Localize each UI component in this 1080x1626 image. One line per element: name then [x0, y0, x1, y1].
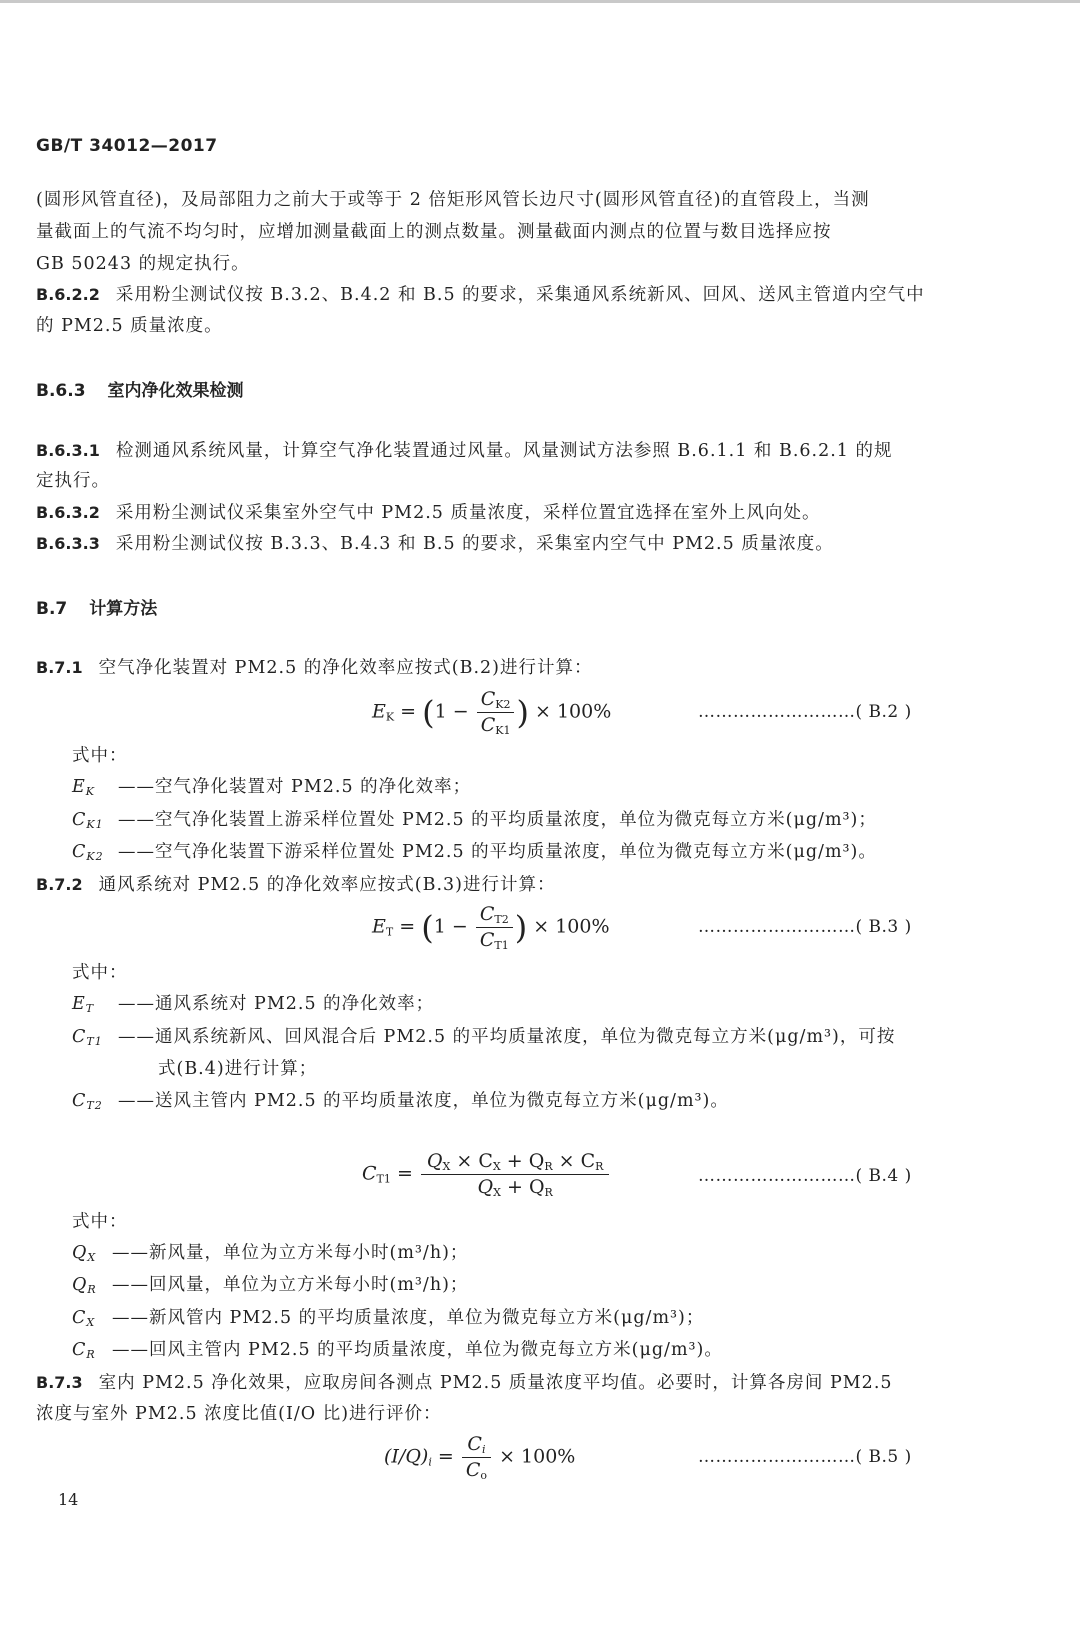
def-text: ——空气净化装置对 PM2.5 的净化效率； [118, 777, 472, 797]
definition-item [72, 1269, 468, 1306]
fraction [477, 688, 515, 737]
formula-b2 [372, 688, 611, 737]
clause-b73 [36, 1366, 893, 1400]
right-paren: ) [516, 693, 529, 732]
section-title: 室内净化效果检测 [107, 381, 244, 401]
def-text: ——空气净化装置上游采样位置处 PM2.5 的平均质量浓度，单位为微克每立方米(μg/m³)； [118, 810, 877, 830]
formula-symbol: E [372, 915, 386, 938]
numerator [476, 903, 513, 928]
formula-term: × C [558, 1150, 596, 1172]
formula-subscript: X [492, 1160, 501, 1173]
formula-term: × 100% [499, 1445, 576, 1468]
left-paren: ( [422, 693, 435, 732]
fraction [476, 903, 513, 952]
def-symbol-main: C [72, 1027, 87, 1047]
numerator [421, 1150, 610, 1175]
formula-subscript: R [544, 1160, 553, 1173]
def-symbol-main: C [72, 842, 87, 862]
clause-b71 [36, 651, 593, 685]
denominator [476, 928, 513, 952]
def-symbol-sub: T1 [86, 1035, 103, 1048]
def-text: ——新风量，单位为立方米每小时(m³/h)； [112, 1243, 469, 1263]
equals-sign: = [399, 915, 416, 938]
clause-text: 通风系统对 PM2.5 的净化效率应按式(B.3)进行计算： [98, 875, 556, 895]
formula-b4 [362, 1150, 611, 1199]
formula-b5 [384, 1433, 575, 1482]
def-text: ——通风系统新风、回风混合后 PM2.5 的平均质量浓度，单位为微克每立方米(μg/m³)，可按 [118, 1027, 896, 1047]
formula-subscript: T [385, 925, 394, 939]
paragraph-line: GB 50243 的规定执行。 [36, 254, 250, 274]
formula-subscript: i [481, 1443, 486, 1456]
formula-term: × C [456, 1150, 493, 1172]
def-text: ——通风系统对 PM2.5 的净化效率； [118, 994, 435, 1014]
paragraph-line: 定执行。 [36, 471, 110, 491]
formula-term: × 100% [535, 700, 612, 723]
denominator [477, 713, 515, 737]
clause-number: B.7.1 [36, 658, 83, 677]
formula-symbol: C [465, 1459, 481, 1481]
formula-symbol: E [372, 700, 386, 723]
formula-symbol: C [479, 903, 495, 925]
clause-text: 采用粉尘测试仪采集室外空气中 PM2.5 质量浓度，采样位置宜选择在室外上风向处。 [115, 503, 821, 523]
where-label: 式中： [72, 746, 128, 766]
formula-subscript: T1 [494, 939, 509, 952]
formula-b3 [372, 903, 610, 952]
def-text: ——回风量，单位为立方米每小时(m³/h)； [112, 1275, 469, 1295]
def-symbol-sub: T2 [86, 1099, 103, 1112]
formula-symbol: C [480, 714, 496, 736]
formula-subscript: K2 [495, 698, 511, 711]
def-symbol-sub: R [87, 1283, 97, 1296]
def-symbol-sub: K2 [86, 850, 104, 863]
def-symbol-main: Q [72, 1243, 88, 1263]
def-symbol [72, 771, 118, 808]
def-symbol-main: C [72, 1340, 87, 1360]
formula-term: × 100% [533, 915, 610, 938]
def-symbol-main: C [72, 1308, 87, 1328]
section-heading-b7 [36, 594, 157, 619]
def-symbol-main: E [72, 994, 86, 1014]
def-symbol-sub: X [86, 1316, 96, 1329]
def-symbol-sub: K1 [86, 818, 104, 831]
left-paren: ( [421, 908, 434, 947]
paragraph-line: 的 PM2.5 质量浓度。 [36, 316, 223, 336]
standard-code: GB/T 34012—2017 [36, 136, 218, 156]
formula-subscript: R [544, 1186, 553, 1199]
equals-sign: = [396, 1162, 413, 1185]
def-text: ——新风管内 PM2.5 的平均质量浓度，单位为微克每立方米(μg/m³)； [112, 1308, 705, 1328]
clause-text: 采用粉尘测试仪按 B.3.2、B.4.2 和 B.5 的要求，采集通风系统新风、回风、送风主管道内空气中 [115, 285, 925, 305]
numerator [477, 688, 515, 713]
clause-b633 [36, 527, 834, 561]
clause-b72 [36, 868, 556, 902]
formula-subscript: X [493, 1186, 501, 1199]
formula-subscript: R [595, 1160, 604, 1173]
formula-symbol: Q [477, 1176, 494, 1198]
def-symbol [72, 988, 118, 1025]
definition-item [72, 1053, 317, 1086]
def-text: ——送风主管内 PM2.5 的平均质量浓度，单位为微克每立方米(μg/m³)。 [118, 1091, 729, 1111]
def-symbol-sub: K [85, 785, 95, 798]
section-title: 计算方法 [89, 599, 158, 619]
formula-term: + Q [506, 1150, 545, 1172]
denominator [421, 1175, 610, 1199]
paragraph-line: 浓度与室外 PM2.5 浓度比值(I/O 比)进行评价： [36, 1404, 442, 1424]
formula-symbol: C [362, 1162, 377, 1185]
clause-b631 [36, 434, 892, 468]
def-symbol-main: E [72, 777, 86, 797]
clause-number: B.6.3.2 [36, 503, 100, 522]
definition-item [72, 771, 471, 808]
clause-b622 [36, 278, 925, 312]
denominator [462, 1458, 491, 1482]
where-label: 式中： [72, 963, 128, 983]
equation-number: ………………………( B.5 ) [698, 1447, 912, 1467]
def-text: ——空气净化装置下游采样位置处 PM2.5 的平均质量浓度，单位为微克每立方米(μg/m³)。 [118, 842, 877, 862]
top-rule [0, 0, 1080, 3]
clause-number: B.7.3 [36, 1373, 83, 1392]
formula-subscript: i [428, 1455, 432, 1469]
where-label: 式中： [72, 1212, 128, 1232]
section-number: B.6.3 [36, 381, 86, 401]
def-text: ——回风主管内 PM2.5 的平均质量浓度，单位为微克每立方米(μg/m³)。 [112, 1340, 723, 1360]
formula-subscript: X [442, 1160, 451, 1173]
def-symbol-sub: R [86, 1348, 96, 1361]
clause-text: 采用粉尘测试仪按 B.3.3、B.4.3 和 B.5 的要求，采集室内空气中 PM2.5 质量浓度。 [115, 534, 834, 554]
def-symbol-sub: X [87, 1251, 97, 1264]
formula-subscript: o [480, 1469, 488, 1482]
clause-number: B.6.3.3 [36, 534, 100, 553]
clause-number: B.6.2.2 [36, 285, 100, 304]
formula-term: 1 − [434, 700, 469, 723]
formula-term: 1 − [433, 915, 468, 938]
fraction [421, 1150, 610, 1199]
numerator [462, 1433, 491, 1458]
equals-sign: = [437, 1445, 454, 1468]
def-text: 式(B.4)进行计算； [158, 1059, 318, 1079]
page-number: 14 [58, 1490, 79, 1509]
formula-symbol: C [480, 688, 496, 710]
paragraph-line: (圆形风管直径)，及局部阻力之前大于或等于 2 倍矩形风管长边尺寸(圆形风管直径)的直管段上，当测 [36, 190, 870, 210]
formula-symbol: C [479, 929, 495, 951]
equals-sign: = [400, 700, 417, 723]
clause-number: B.7.2 [36, 875, 83, 894]
formula-subscript: T2 [494, 913, 509, 926]
section-number: B.7 [36, 599, 68, 619]
def-symbol-sub: T [85, 1002, 95, 1015]
def-symbol [72, 1269, 112, 1306]
formula-symbol: C [467, 1433, 482, 1455]
formula-symbol: (I/Q) [384, 1445, 429, 1468]
formula-term: + Q [506, 1176, 545, 1198]
equation-number: ………………………( B.2 ) [698, 702, 912, 722]
equation-number: ………………………( B.3 ) [698, 917, 912, 937]
right-paren: ) [514, 908, 528, 947]
definition-item [72, 1085, 729, 1122]
paragraph-line: 量截面上的气流不均匀时，应增加测量截面上的测点数量。测量截面内测点的位置与数目选择应按 [36, 222, 832, 242]
formula-symbol: Q [426, 1150, 443, 1172]
section-heading-b63 [36, 376, 244, 401]
definition-item [72, 988, 434, 1025]
formula-subscript: K [385, 710, 395, 724]
clause-text: 检测通风系统风量，计算空气净化装置通过风量。风量测试方法参照 B.6.1.1 和 B.6.2.1 的规 [115, 441, 893, 461]
def-symbol-main: C [72, 1091, 87, 1111]
formula-subscript: T1 [376, 1172, 391, 1186]
clause-number: B.6.3.1 [36, 441, 100, 460]
fraction [462, 1433, 491, 1482]
clause-b632 [36, 496, 820, 530]
clause-text: 室内 PM2.5 净化效果，应取房间各测点 PM2.5 质量浓度平均值。必要时，计算各房间 PM2.5 [98, 1373, 893, 1393]
clause-text: 空气净化装置对 PM2.5 的净化效率应按式(B.2)进行计算： [98, 658, 593, 678]
def-symbol-main: Q [72, 1275, 88, 1295]
formula-subscript: K1 [495, 724, 511, 737]
equation-number: ………………………( B.4 ) [698, 1166, 912, 1186]
def-symbol [72, 1085, 118, 1122]
def-symbol-main: C [72, 810, 87, 830]
